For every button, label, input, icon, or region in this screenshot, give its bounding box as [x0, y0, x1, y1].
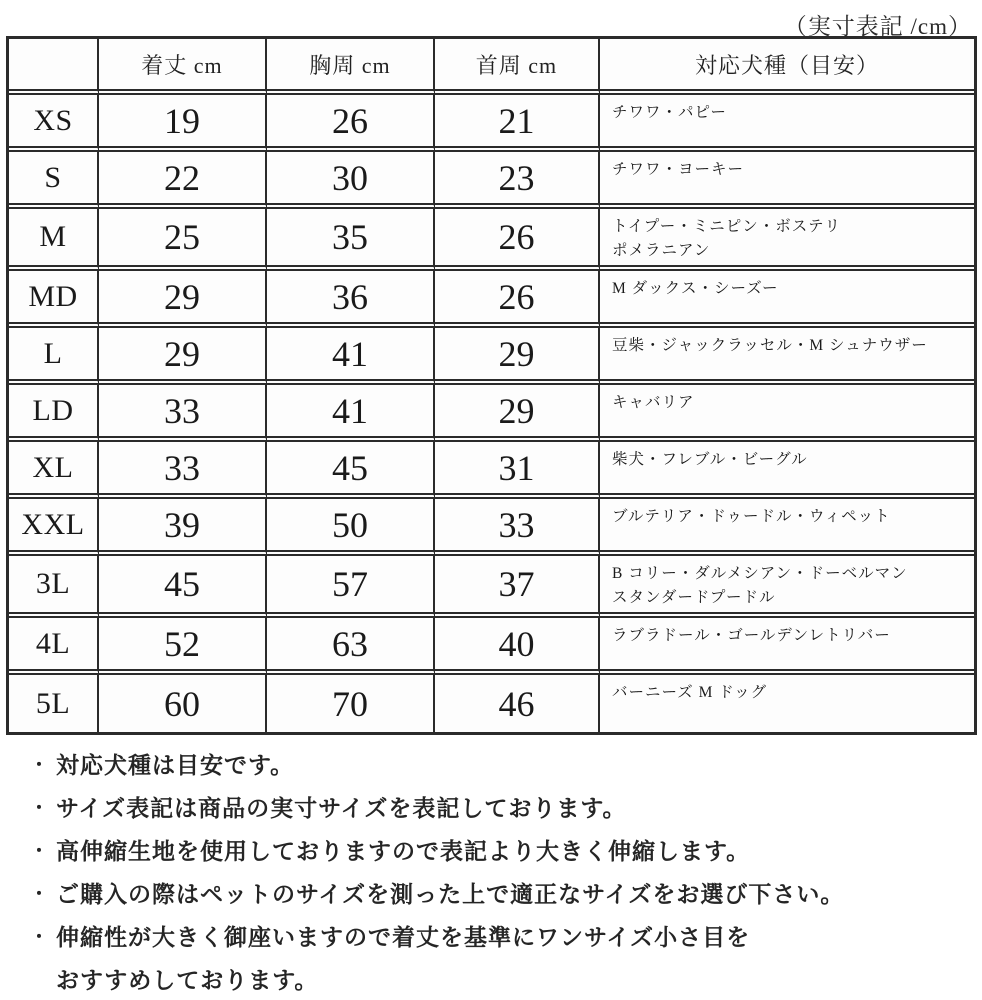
breed-cell [600, 675, 974, 732]
neck-value: 26 [435, 271, 600, 328]
header-chest: 胸周 cm [267, 39, 435, 95]
chest-value: 41 [267, 328, 435, 385]
length-value: 39 [99, 499, 267, 556]
length-value: 33 [99, 385, 267, 442]
breed-line: B コリー・ダルメシアン・ドーベルマン [612, 565, 908, 583]
chest-value: 70 [267, 675, 435, 732]
breed-line: チワワ・ヨーキー [612, 161, 745, 178]
breed-line: 柴犬・フレブル・ビーグル [612, 451, 808, 469]
size-label: XL [9, 442, 99, 499]
table-row [9, 556, 974, 618]
table-row [9, 152, 974, 209]
chest-value: 45 [267, 442, 435, 499]
size-label: L [9, 328, 99, 385]
note-bullet: ・ [30, 798, 49, 819]
note-text: 対応犬種は目安です。 [56, 752, 295, 779]
breed-cell [600, 271, 974, 328]
breed-line: ブルテリア・ドゥードル・ウィペット [612, 508, 891, 526]
breed-cell [600, 442, 974, 499]
neck-value: 40 [435, 618, 600, 675]
chest-value: 35 [267, 209, 435, 271]
chest-value: 30 [267, 152, 435, 209]
length-value: 33 [99, 442, 267, 499]
table-row [9, 618, 974, 675]
breed-cell [600, 328, 974, 385]
size-label: 4L [9, 618, 99, 675]
note-item [30, 873, 982, 916]
size-label: XXL [9, 499, 99, 556]
chest-value: 36 [267, 271, 435, 328]
breed-cell [600, 499, 974, 556]
note-text: 高伸縮生地を使用しておりますので表記より大きく伸縮します。 [56, 838, 751, 865]
length-value: 29 [99, 271, 267, 328]
size-label: 3L [9, 556, 99, 618]
length-value: 19 [99, 95, 267, 152]
table-row [9, 442, 974, 499]
chest-value: 63 [267, 618, 435, 675]
header-neck: 首周 cm [435, 39, 600, 95]
note-text: サイズ表記は商品の実寸サイズを表記しております。 [56, 795, 627, 822]
length-value: 60 [99, 675, 267, 732]
breed-line: 豆柴・ジャックラッセル・M シュナウザー [612, 337, 928, 355]
neck-value: 21 [435, 95, 600, 152]
note-item [30, 787, 982, 830]
neck-value: 33 [435, 499, 600, 556]
header-row [9, 39, 974, 95]
chest-value: 26 [267, 95, 435, 152]
neck-value: 46 [435, 675, 600, 732]
size-label: S [9, 152, 99, 209]
note-text: 伸縮性が大きく御座いますので着丈を基準にワンサイズ小さ目を [56, 924, 751, 951]
length-value: 22 [99, 152, 267, 209]
neck-value: 29 [435, 385, 600, 442]
size-label: XS [9, 95, 99, 152]
chest-value: 41 [267, 385, 435, 442]
note-item [30, 744, 982, 787]
breed-line: ポメラニアン [612, 242, 711, 260]
breed-line: キャバリア [612, 394, 695, 412]
size-label: 5L [9, 675, 99, 732]
note-text: おすすめしております。 [56, 967, 319, 994]
table-row [9, 675, 974, 732]
header-length: 着丈 cm [99, 39, 267, 95]
neck-value: 23 [435, 152, 600, 209]
note-bullet: ・ [30, 841, 49, 862]
breed-cell [600, 209, 974, 271]
breed-line: M ダックス・シーズー [612, 280, 779, 298]
size-label: MD [9, 271, 99, 328]
chest-value: 50 [267, 499, 435, 556]
length-value: 45 [99, 556, 267, 618]
note-bullet: ・ [30, 884, 49, 905]
breed-line: チワワ・パピー [612, 104, 727, 121]
size-label: M [9, 209, 99, 271]
table-row [9, 209, 974, 271]
neck-value: 29 [435, 328, 600, 385]
neck-value: 26 [435, 209, 600, 271]
length-value: 25 [99, 209, 267, 271]
length-value: 52 [99, 618, 267, 675]
breed-line: ラブラドール・ゴールデンレトリバー [612, 627, 891, 645]
breed-line: トイプー・ミニピン・ボステリ [612, 218, 841, 235]
note-bullet: ・ [30, 755, 49, 776]
note-text: ご購入の際はペットのサイズを測った上で適正なサイズをお選び下さい。 [56, 881, 845, 908]
table-row [9, 385, 974, 442]
table-row [9, 499, 974, 556]
breed-cell [600, 385, 974, 442]
breed-line: バーニーズ M ドッグ [612, 684, 768, 702]
chest-value: 57 [267, 556, 435, 618]
header-breeds: 対応犬種（目安） [600, 39, 974, 95]
note-bullet: ・ [30, 927, 49, 948]
notes-section [30, 744, 982, 1000]
table-row [9, 95, 974, 152]
note-item [30, 916, 982, 1000]
breed-cell [600, 556, 974, 618]
note-item [30, 830, 982, 873]
breed-cell [600, 618, 974, 675]
measurement-unit-caption: （実寸表記 /cm） [783, 14, 972, 39]
table-row [9, 271, 974, 328]
table-row [9, 328, 974, 385]
neck-value: 37 [435, 556, 600, 618]
breed-line: スタンダードプードル [612, 589, 776, 607]
length-value: 29 [99, 328, 267, 385]
size-chart-table [6, 36, 977, 735]
breed-cell [600, 95, 974, 152]
size-label: LD [9, 385, 99, 442]
neck-value: 31 [435, 442, 600, 499]
header-size [9, 39, 99, 95]
breed-cell [600, 152, 974, 209]
